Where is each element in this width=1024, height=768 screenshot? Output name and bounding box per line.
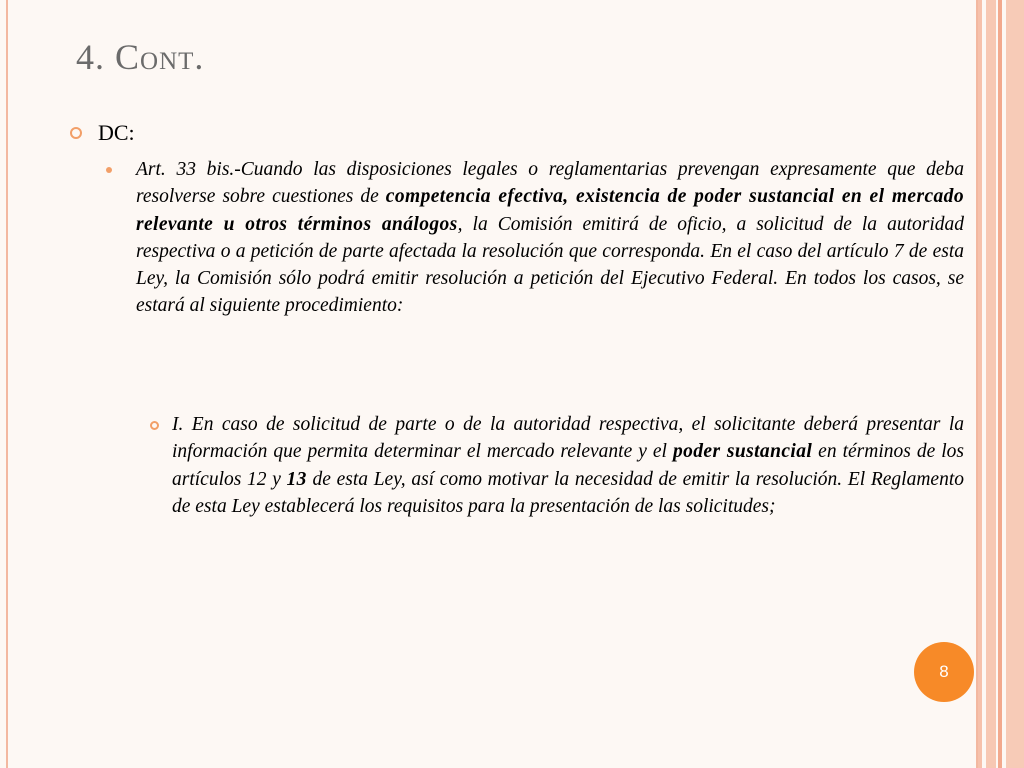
bullet-level3-item xyxy=(150,411,964,520)
stripe xyxy=(978,0,982,768)
item-text-3: de esta Ley, así como motivar la necesidad de emitir la resolución. El Reglamento de esta Ley establecerá los requisitos para la presentación de las solicitudes; xyxy=(172,468,964,517)
article-bold-text: competencia efectiva, existencia de poder sustancial en el mercado relevante u otros términos análogos xyxy=(136,186,964,235)
slide-title: 4. Cont. xyxy=(76,37,205,77)
article-text-1: Art. 33 bis.-Cuando las disposiciones legales o reglamentarias prevengan expresamente que deba resolverse sobre cuestiones de xyxy=(136,159,964,208)
bullet-level1-label: DC: xyxy=(98,120,135,145)
ring-bullet-icon xyxy=(150,421,159,430)
item-bold-number: 13 xyxy=(286,468,307,490)
decorative-stripes xyxy=(978,0,1024,768)
item-bold-text: poder sustancial xyxy=(672,441,813,463)
ring-bullet-icon xyxy=(70,127,82,139)
article-text-2: , la Comisión emitirá de oficio, a solicitud de la autoridad respectiva o a petición de parte afectada la resolución que corresponda. En el caso del artículo 7 de esta Ley, la Comisión sólo podrá emitir resolución a petición del Ejecutivo Federal. En todos los casos, se estará al siguiente procedimiento: xyxy=(136,213,964,317)
slide-frame xyxy=(6,0,978,768)
bullet-level2-article xyxy=(106,156,964,320)
article-paragraph xyxy=(136,156,964,320)
item-text-1: I. En caso de solicitud de parte o de la autoridad respectiva, el solicitante deberá presentar la información que permita determinar el mercado relevante y el xyxy=(172,414,964,463)
stripe xyxy=(1006,0,1024,768)
item-paragraph xyxy=(172,411,964,520)
bullet-level1 xyxy=(70,120,950,146)
item-text-2: en términos de los artículos 12 y xyxy=(172,441,965,490)
stripe xyxy=(998,0,1002,768)
page-number-badge: 8 xyxy=(914,642,974,702)
dot-bullet-icon xyxy=(106,167,112,173)
stripe xyxy=(986,0,996,768)
